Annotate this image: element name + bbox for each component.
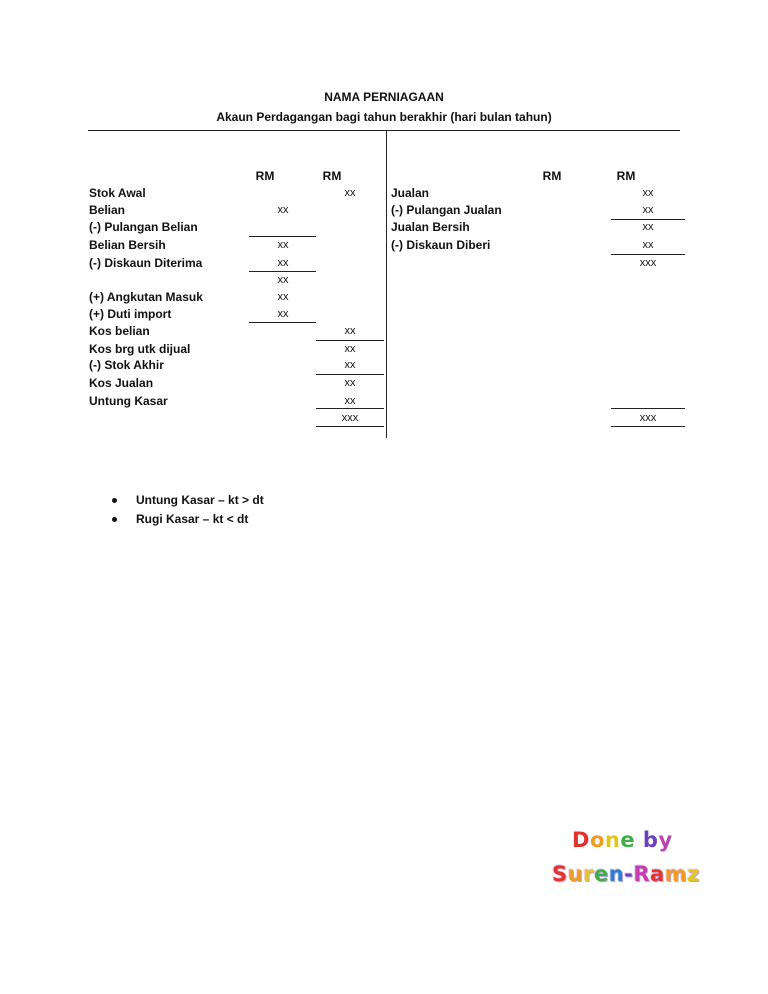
subtotal-rule xyxy=(611,408,685,409)
list-item xyxy=(112,510,264,529)
debit-row-col2: xx xyxy=(344,325,356,337)
right-col2-header: RM xyxy=(616,169,636,183)
credit-row-col2: xx xyxy=(642,204,654,216)
debit-total: xxx xyxy=(341,412,359,424)
credit-row-label: (-) Pulangan Jualan xyxy=(391,203,502,217)
debit-row-label: Belian Bersih xyxy=(89,238,166,252)
credit-row-label: Jualan Bersih xyxy=(391,220,470,234)
debit-row-col2: xx xyxy=(344,343,356,355)
debit-row-col1: xx xyxy=(277,204,289,216)
left-col2-header: RM xyxy=(322,169,342,183)
debit-row-label: Stok Awal xyxy=(89,186,146,200)
account-title: Akaun Perdagangan bagi tahun berakhir (hari bulan tahun) xyxy=(216,110,552,124)
business-name: NAMA PERNIAGAAN xyxy=(324,90,444,104)
debit-row-label: Kos brg utk dijual xyxy=(89,342,191,356)
total-rule xyxy=(316,426,384,427)
credit-total: xxx xyxy=(639,412,657,424)
subtotal-rule xyxy=(611,254,685,255)
right-col1-header: RM xyxy=(542,169,562,183)
debit-row-col1: xx xyxy=(277,274,289,286)
credit-row-col2: xx xyxy=(642,239,654,251)
debit-row-label: Kos belian xyxy=(89,324,150,338)
debit-row-col1: xx xyxy=(277,308,289,320)
debit-row-label: Kos Jualan xyxy=(89,376,154,390)
header-rule xyxy=(88,130,680,131)
bullet-icon xyxy=(112,517,117,522)
credit-line1 xyxy=(572,828,673,852)
subtotal-rule xyxy=(249,271,316,272)
debit-row-label: Untung Kasar xyxy=(89,394,168,408)
rainbow-text: Suren-Ramz xyxy=(552,862,700,886)
bullet-icon xyxy=(112,498,117,503)
credit-row-col2: xx xyxy=(642,221,654,233)
total-rule xyxy=(611,426,685,427)
debit-row-label: Belian xyxy=(89,203,126,217)
list-item xyxy=(112,491,264,510)
left-col1-header: RM xyxy=(255,169,275,183)
debit-row-col1: xx xyxy=(277,239,289,251)
debit-row-label: (-) Stok Akhir xyxy=(89,358,164,372)
debit-row-label: (+) Duti import xyxy=(89,307,172,321)
subtotal-rule xyxy=(316,340,384,341)
credit-row-col2: xx xyxy=(642,187,654,199)
subtotal-rule xyxy=(611,219,685,220)
note-text: Untung Kasar – kt > dt xyxy=(136,493,264,507)
credit-line2 xyxy=(552,862,700,886)
debit-row-label: (-) Pulangan Belian xyxy=(89,220,198,234)
credit-row-label: Jualan xyxy=(391,186,430,200)
debit-row-label: (-) Diskaun Diterima xyxy=(89,256,203,270)
t-account-divider xyxy=(386,130,387,438)
debit-row-col2: xx xyxy=(344,187,356,199)
debit-row-col2: xx xyxy=(344,377,356,389)
subtotal-rule xyxy=(316,408,384,409)
debit-row-col1: xx xyxy=(277,257,289,269)
credit-subtotal: xxx xyxy=(639,257,657,269)
note-text: Rugi Kasar – kt < dt xyxy=(136,512,249,526)
subtotal-rule xyxy=(249,322,316,323)
debit-row-col2: xx xyxy=(344,395,356,407)
notes-list xyxy=(112,491,264,529)
rainbow-text: Done by xyxy=(572,828,673,852)
debit-row-label: (+) Angkutan Masuk xyxy=(89,290,203,304)
subtotal-rule xyxy=(316,374,384,375)
debit-row-col2: xx xyxy=(344,359,356,371)
subtotal-rule xyxy=(249,236,316,237)
debit-row-col1: xx xyxy=(277,291,289,303)
credit-row-label: (-) Diskaun Diberi xyxy=(391,238,491,252)
